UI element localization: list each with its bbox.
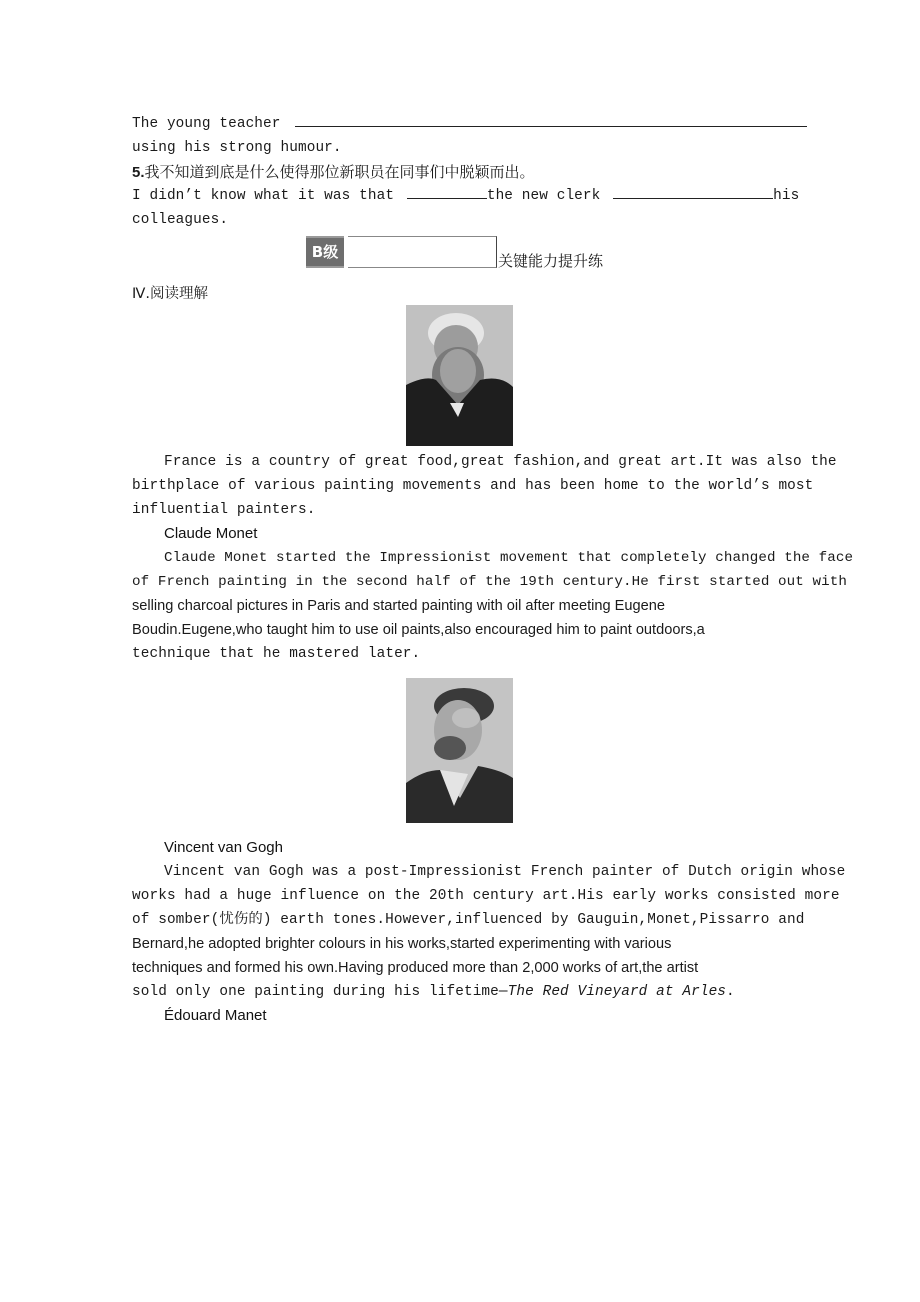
van-gogh-line-6 — [132, 980, 735, 1004]
q4-prefix: The young teacher — [132, 116, 281, 132]
level-badge: B级 — [306, 236, 344, 268]
monet-line-1: Claude Monet started the Impressionist movement that completely changed the face — [164, 550, 854, 566]
q4-line-1 — [132, 112, 807, 136]
q5-chinese: 我不知道到底是什么使得那位新职员在同事们中脱颖而出。 — [144, 163, 535, 181]
monet-line-2: of French painting in the second half of the 19th century.He first started out with — [132, 574, 847, 590]
q5-answer-blank-2[interactable] — [613, 184, 773, 199]
level-banner-label: 关键能力提升练 — [498, 252, 604, 270]
van-gogh-portrait-icon — [406, 678, 513, 823]
van-gogh-line-6-prefix: sold only one painting during his lifetime— — [132, 984, 508, 1000]
q5-prompt — [132, 160, 535, 184]
intro-line-1: France is a country of great food,great fashion,and great art.It was also the — [164, 454, 837, 470]
q4-answer-blank[interactable] — [295, 112, 807, 127]
van-gogh-line-2: works had a huge influence on the 20th century art.His early works consisted more — [132, 888, 840, 904]
section-title: Ⅳ.阅读理解 — [132, 286, 208, 302]
q5-number: 5. — [132, 164, 145, 181]
van-gogh-line-6-suffix: . — [726, 984, 735, 1000]
q5-text-part3: his — [773, 188, 800, 204]
q5-line-1 — [132, 184, 799, 208]
monet-line-5: technique that he mastered later. — [132, 646, 421, 662]
van-gogh-line-4: Bernard,he adopted brighter colours in his works,started experimenting with various — [132, 936, 672, 952]
level-banner-box — [348, 236, 497, 268]
intro-line-2: birthplace of various painting movements and has been home to the world’s most — [132, 478, 814, 494]
q5-answer-blank-1[interactable] — [407, 184, 487, 199]
van-gogh-heading: Vincent van Gogh — [164, 839, 283, 856]
monet-line-4: Boudin.Eugene,who taught him to use oil paints,also encouraged him to paint outdoors,a — [132, 622, 705, 638]
van-gogh-portrait-image — [406, 678, 513, 823]
q5-text-part2: the new clerk — [486, 188, 601, 204]
manet-heading: Édouard Manet — [164, 1007, 267, 1024]
van-gogh-line-3: of somber(忧伤的) earth tones.However,influenced by Gauguin,Monet,Pissarro and — [132, 912, 805, 928]
monet-line-3: selling charcoal pictures in Paris and started painting with oil after meeting Eugene — [132, 598, 665, 614]
q4-line-2: using his strong humour. — [132, 140, 342, 156]
van-gogh-line-1: Vincent van Gogh was a post-Impressionist French painter of Dutch origin whose — [164, 864, 846, 880]
q5-text-part1: I didn’t know what it was that — [132, 188, 395, 204]
q5-line-2: colleagues. — [132, 212, 229, 228]
intro-line-3: influential painters. — [132, 502, 316, 518]
painting-title: The Red Vineyard at Arles — [507, 984, 727, 1000]
monet-portrait-icon — [406, 305, 513, 446]
monet-portrait-image — [406, 305, 513, 446]
monet-heading: Claude Monet — [164, 525, 258, 542]
van-gogh-line-5: techniques and formed his own.Having produced more than 2,000 works of art,the artist — [132, 960, 699, 976]
